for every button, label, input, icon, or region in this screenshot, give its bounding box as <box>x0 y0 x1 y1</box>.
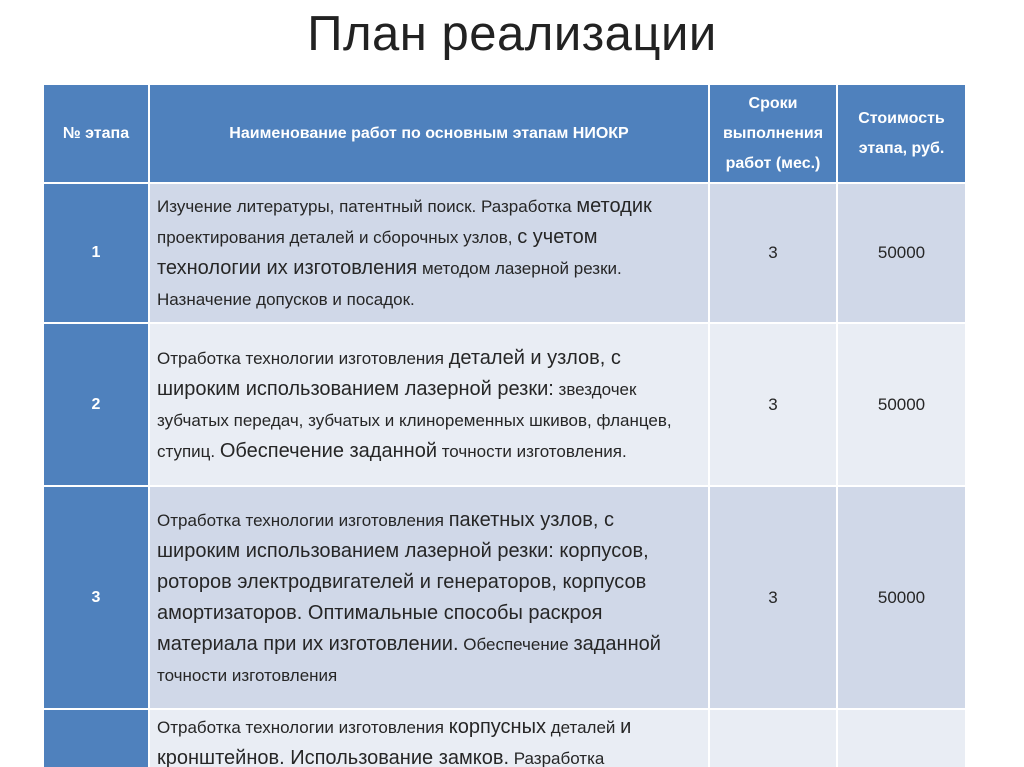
cost-value: 50000 <box>837 486 966 709</box>
table-row <box>43 183 966 323</box>
table-row <box>43 486 966 709</box>
duration-value: 3 <box>709 486 837 709</box>
description-text: точности изготовления. <box>436 441 627 461</box>
description-text: звездочек зубчатых передач, зубчатых и клиноременных шкивов, фланцев, ступиц. <box>157 379 672 461</box>
cost-value: 50000 <box>837 183 966 323</box>
description-text: точности изготовления <box>157 665 338 685</box>
work-description <box>149 486 709 709</box>
description-text: деталей и узлов, с широким использованием лазерной резки: <box>157 346 621 400</box>
duration-value: 3 <box>709 183 837 323</box>
stage-number: 3 <box>43 486 149 709</box>
description-text: методик <box>576 195 652 217</box>
description-text: проектирования деталей и сборочных узлов, <box>157 228 518 247</box>
implementation-plan-table <box>42 83 967 767</box>
description-clip <box>157 712 700 767</box>
stage-number <box>43 709 149 767</box>
duration-value <box>709 709 837 767</box>
slide-title: План реализации <box>307 7 717 61</box>
work-description <box>149 709 709 767</box>
header-work-name: Наименование работ по основным этапам НИОКР <box>149 84 709 183</box>
description-text: с учетом технологии их изготовления <box>157 226 598 279</box>
description-text: Изучение литературы, патентный поиск. Разработка <box>157 197 577 216</box>
table-header-row <box>43 84 966 183</box>
duration-value: 3 <box>709 323 837 486</box>
cost-value: 50000 <box>837 323 966 486</box>
description-text: пакетных узлов, с широким использованием лазерной резки: корпусов, роторов электродвигателей и генераторов, корпусов амортизаторов. Оптимальные способы раскроя материала при их изготовлении. <box>157 508 649 655</box>
stage-number: 1 <box>43 183 149 323</box>
description-text: Разработка <box>509 749 605 767</box>
stage-number: 2 <box>43 323 149 486</box>
description-text: деталей <box>545 718 621 737</box>
description-text: и кронштейнов. Использование замков. <box>157 716 632 767</box>
description-text: Отработка технологии изготовления <box>157 510 449 530</box>
description-text: Обеспечение заданной <box>219 439 437 462</box>
work-description <box>149 183 709 323</box>
table-row <box>43 323 966 486</box>
table-row <box>43 709 966 767</box>
description-text: методом лазерной резки. Назначение допусков и посадок. <box>157 259 622 309</box>
header-duration: Сроки выполнения работ (мес.) <box>709 84 837 183</box>
description-text: Отработка технологии изготовления <box>157 348 449 368</box>
description-text: Обеспечение <box>458 634 574 654</box>
work-description <box>149 323 709 486</box>
description-text: Отработка технологии изготовления <box>157 718 449 737</box>
cost-value <box>837 709 966 767</box>
header-cost: Стоимость этапа, руб. <box>837 84 966 183</box>
description-text: корпусных <box>448 716 546 738</box>
description-text: заданной <box>573 632 661 655</box>
header-stage: № этапа <box>43 84 149 183</box>
